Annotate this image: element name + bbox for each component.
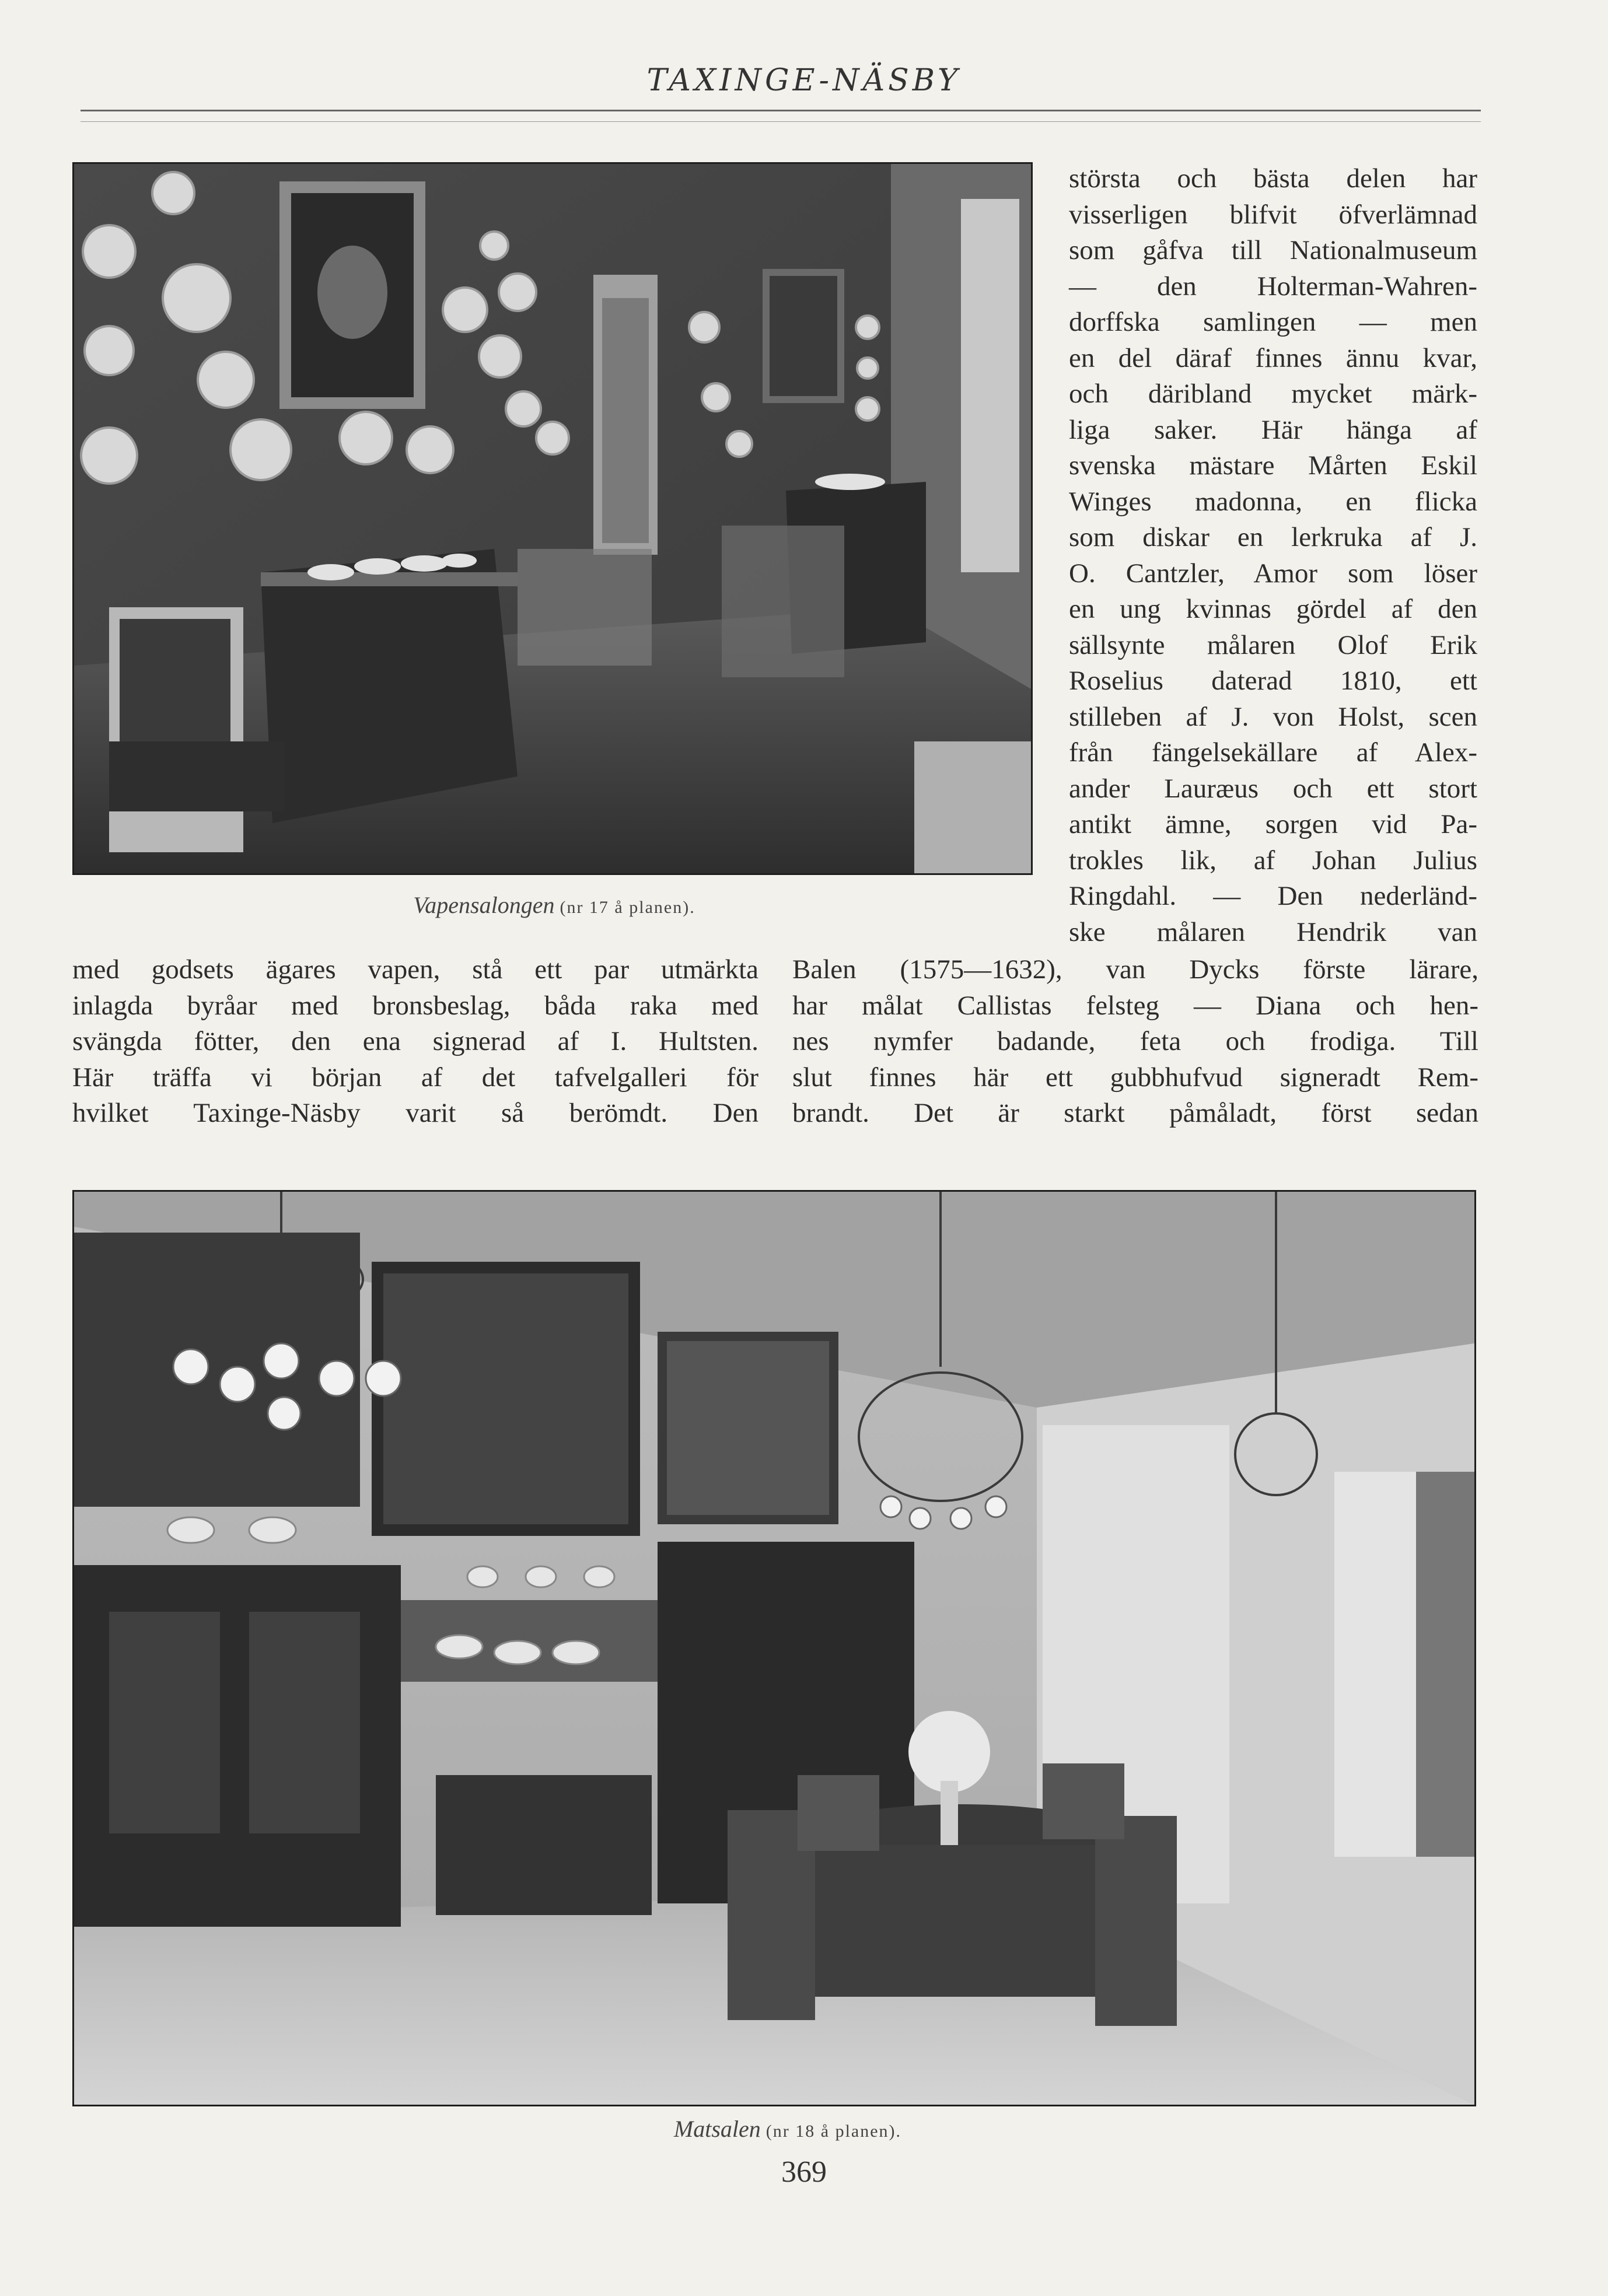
text-line: en ung kvinnas gördel af den (1069, 594, 1477, 624)
text-line: som diskar en lerkruka af J. (1069, 522, 1477, 552)
text-line: stilleben af J. von Holst, scen (1069, 701, 1477, 732)
text-line: Roselius daterad 1810, ett (1069, 666, 1477, 696)
photo-vapensalongen (72, 162, 1033, 875)
photo-matsalen-image (74, 1192, 1474, 2105)
caption-title: Vapensalongen (413, 892, 555, 918)
text-line: liga saker. Här hänga af (1069, 414, 1477, 445)
caption-title: Matsalen (673, 2116, 761, 2142)
text-line: trokles lik, af Johan Julius (1069, 845, 1477, 876)
text-line: som gåfva till Nationalmuseum (1069, 235, 1477, 265)
figure-caption-matsalen (525, 2115, 1050, 2143)
caption-note: (nr 18 å planen). (765, 2122, 902, 2141)
text-line: brandt. Det är starkt påmåladt, först sedan (792, 1098, 1478, 1128)
photo-matsalen (72, 1190, 1476, 2106)
header-rule-thin (81, 121, 1481, 122)
text-line: en del däraf finnes ännu kvar, (1069, 342, 1477, 373)
text-line: hvilket Taxinge-Näsby varit så berömdt. Den (72, 1098, 758, 1128)
text-line: slut finnes här ett gubbhufvud signeradt Rem- (792, 1062, 1478, 1093)
text-line: svängda fötter, den ena signerad af I. Hultsten. (72, 1026, 758, 1056)
text-line: — den Holterman-Wahren- (1069, 271, 1477, 302)
text-line: inlagda byråar med bronsbeslag, båda raka med (72, 990, 758, 1021)
figure-caption-vapensalongen (292, 891, 817, 919)
text-line: och däribland mycket märk- (1069, 379, 1477, 409)
header-rule (81, 110, 1481, 111)
text-line: med godsets ägares vapen, stå ett par utmärkta (72, 954, 758, 985)
text-line: Winges madonna, en flicka (1069, 486, 1477, 517)
text-line: nes nymfer badande, feta och frodiga. Till (792, 1026, 1478, 1056)
text-line: visserligen blifvit öfverlämnad (1069, 199, 1477, 230)
text-line: Ringdahl. — Den nederländ- (1069, 881, 1477, 911)
text-column-right (1069, 161, 1477, 950)
text-line: O. Cantzler, Amor som löser (1069, 558, 1477, 589)
text-line: ander Lauræus och ett stort (1069, 773, 1477, 804)
text-line: Balen (1575—1632), van Dycks förste lärare, (792, 954, 1478, 985)
text-line: sällsynte målaren Olof Erik (1069, 629, 1477, 660)
text-block-right (792, 952, 1478, 1132)
text-block-left (72, 952, 758, 1132)
text-line: Här träffa vi början af det tafvelgalleri för (72, 1062, 758, 1093)
photo-vapensalongen-image (74, 164, 1031, 873)
page-number: 369 (781, 2155, 827, 2189)
text-line: dorffska samlingen — men (1069, 307, 1477, 337)
text-line: har målat Callistas felsteg — Diana och hen- (792, 990, 1478, 1021)
text-line: största och bästa delen har (1069, 163, 1477, 194)
running-title: TAXINGE-NÄSBY (646, 63, 962, 98)
text-line: från fängelsekällare af Alex- (1069, 737, 1477, 768)
caption-note: (nr 17 å planen). (560, 898, 695, 917)
text-line: svenska mästare Mårten Eskil (1069, 450, 1477, 481)
text-line: antikt ämne, sorgen vid Pa- (1069, 809, 1477, 839)
text-line: ske målaren Hendrik van (1069, 916, 1477, 947)
